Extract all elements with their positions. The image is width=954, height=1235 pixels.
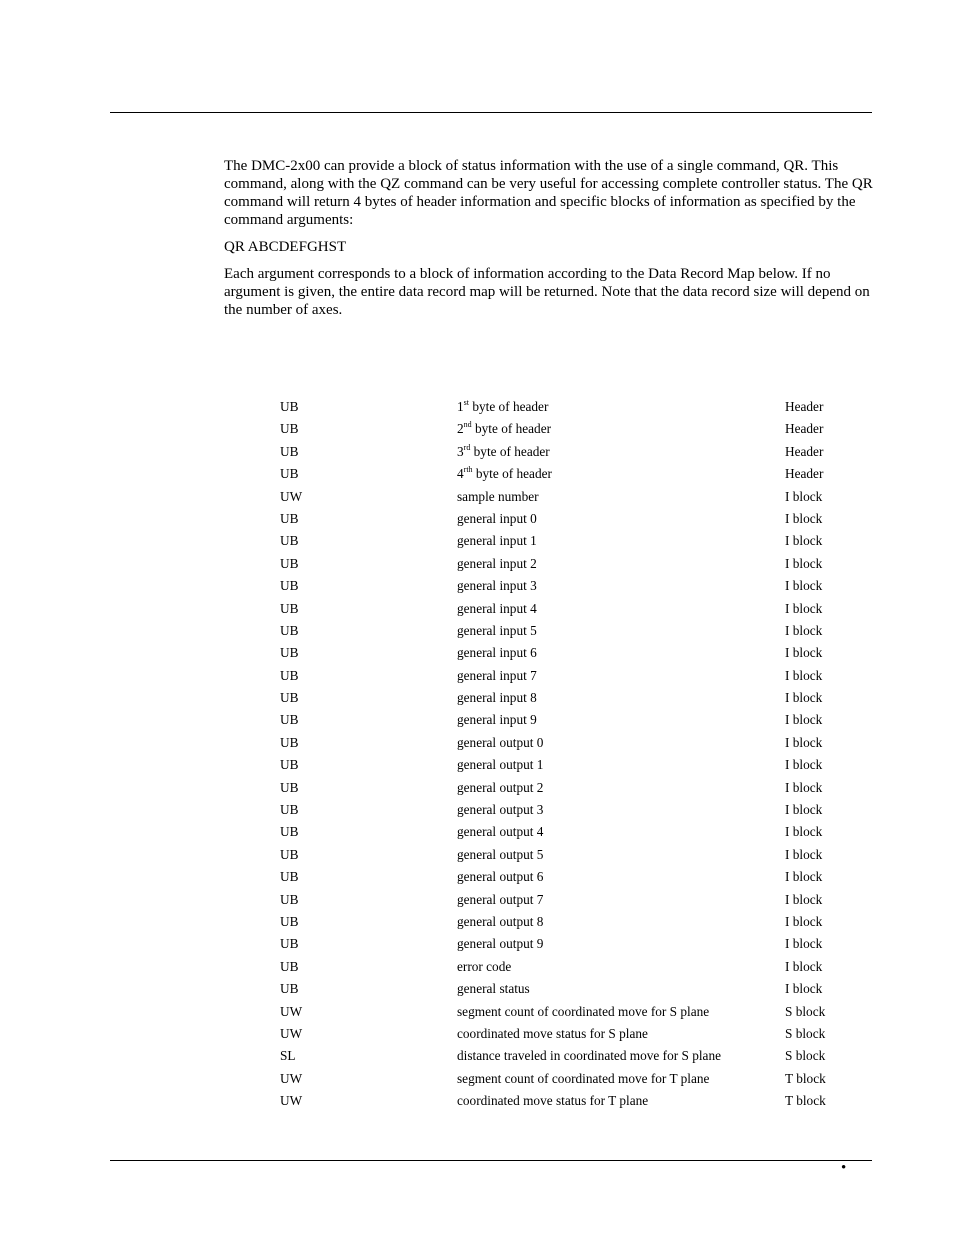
block-cell: I block bbox=[785, 600, 823, 616]
data-type-cell: UB bbox=[280, 399, 299, 414]
data-type-cell: UB bbox=[280, 913, 299, 929]
item-cell bbox=[457, 399, 548, 415]
table-row bbox=[0, 754, 954, 776]
block-cell: I block bbox=[785, 555, 823, 571]
table-row bbox=[0, 620, 954, 642]
item-ordinal-number: 4 bbox=[457, 466, 464, 482]
table-row bbox=[0, 933, 954, 955]
block-cell: Header bbox=[785, 399, 824, 414]
block-cell: I block bbox=[785, 779, 823, 795]
table-row bbox=[0, 777, 954, 799]
data-type-cell: UB bbox=[280, 712, 299, 728]
data-type-cell: UB bbox=[280, 846, 299, 862]
table-row bbox=[0, 1068, 954, 1090]
block-cell: I block bbox=[785, 712, 823, 728]
table-row bbox=[0, 866, 954, 888]
data-type-cell: UB bbox=[280, 981, 299, 997]
intro-paragraph: The DMC-2x00 can provide a block of status information with the use of a single command, QR. This command, along with the QZ command can be very useful for accessing complete controller status. The QR command will return 4 bytes of header information and specific blocks of information as specified by the command arguments: bbox=[224, 158, 873, 228]
item-cell bbox=[457, 421, 551, 437]
data-type-cell: UB bbox=[280, 891, 299, 907]
data-type-cell: UW bbox=[280, 1025, 303, 1041]
table-row bbox=[0, 575, 954, 597]
footer-rule bbox=[110, 1160, 872, 1161]
command-example: QR ABCDEFGHST bbox=[224, 239, 347, 255]
item-text: byte of header bbox=[470, 443, 550, 459]
block-cell: I block bbox=[785, 802, 823, 818]
item-cell: general output 8 bbox=[457, 913, 544, 929]
item-cell: distance traveled in coordinated move for S plane bbox=[457, 1048, 721, 1064]
footer-bullet: • bbox=[841, 1160, 847, 1176]
table-row bbox=[0, 418, 954, 440]
data-type-cell: UB bbox=[280, 421, 299, 437]
table-row bbox=[0, 1023, 954, 1045]
item-ordinal-suffix: st bbox=[463, 398, 469, 407]
table-row bbox=[0, 441, 954, 463]
item-cell: general output 0 bbox=[457, 734, 544, 750]
block-cell: I block bbox=[785, 757, 823, 773]
block-cell: I block bbox=[785, 936, 823, 952]
item-ordinal-suffix: rd bbox=[463, 442, 471, 452]
table-row bbox=[0, 665, 954, 687]
table-row bbox=[0, 687, 954, 709]
block-cell: S block bbox=[785, 1003, 826, 1019]
data-type-cell: UB bbox=[280, 734, 299, 750]
block-cell: I block bbox=[785, 891, 823, 907]
data-type-cell: UB bbox=[280, 667, 299, 683]
block-cell: I block bbox=[785, 622, 823, 638]
block-cell: I block bbox=[785, 846, 823, 862]
data-type-cell: SL bbox=[280, 1048, 296, 1064]
block-cell: I block bbox=[785, 488, 823, 504]
table-row bbox=[0, 530, 954, 552]
item-ordinal-number: 2 bbox=[457, 421, 464, 437]
data-type-cell: UB bbox=[280, 510, 299, 526]
block-cell: I block bbox=[785, 533, 823, 549]
table-row bbox=[0, 799, 954, 821]
table-row bbox=[0, 396, 954, 418]
data-type-cell: UW bbox=[280, 1093, 303, 1109]
table-row bbox=[0, 1001, 954, 1023]
data-type-cell: UB bbox=[280, 622, 299, 638]
block-cell: Header bbox=[785, 443, 824, 459]
item-cell: coordinated move status for T plane bbox=[457, 1093, 649, 1109]
item-cell: general input 4 bbox=[457, 600, 537, 616]
item-cell: general input 7 bbox=[457, 667, 537, 683]
item-cell: coordinated move status for S plane bbox=[457, 1025, 648, 1041]
table-row bbox=[0, 553, 954, 575]
item-cell: general input 9 bbox=[457, 712, 537, 728]
item-cell: error code bbox=[457, 958, 512, 974]
item-cell: general output 3 bbox=[457, 802, 544, 818]
item-cell: general output 2 bbox=[457, 779, 544, 795]
item-cell: segment count of coordinated move for T plane bbox=[457, 1070, 710, 1086]
item-cell: general output 7 bbox=[457, 891, 544, 907]
data-type-cell: UB bbox=[280, 690, 299, 706]
item-ordinal-number: 1 bbox=[457, 399, 464, 414]
table-row bbox=[0, 508, 954, 530]
item-cell: sample number bbox=[457, 488, 539, 504]
item-text: byte of header bbox=[471, 421, 552, 437]
data-type-cell: UB bbox=[280, 555, 299, 571]
item-text: byte of header bbox=[469, 399, 549, 414]
data-type-cell: UB bbox=[280, 533, 299, 549]
table-row bbox=[0, 978, 954, 1000]
item-cell: general input 2 bbox=[457, 555, 537, 571]
data-type-cell: UB bbox=[280, 645, 299, 661]
block-cell: I block bbox=[785, 734, 823, 750]
item-cell: general input 3 bbox=[457, 578, 537, 594]
table-row bbox=[0, 844, 954, 866]
item-cell: general input 0 bbox=[457, 510, 537, 526]
item-cell bbox=[457, 444, 550, 460]
data-type-cell: UW bbox=[280, 1003, 303, 1019]
table-row bbox=[0, 956, 954, 978]
table-row bbox=[0, 642, 954, 664]
block-cell: I block bbox=[785, 824, 823, 840]
table-row bbox=[0, 463, 954, 485]
block-cell: S block bbox=[785, 1048, 826, 1064]
block-cell: I block bbox=[785, 913, 823, 929]
block-cell: I block bbox=[785, 510, 823, 526]
block-cell: S block bbox=[785, 1025, 826, 1041]
table-row bbox=[0, 598, 954, 620]
item-ordinal-suffix: nd bbox=[463, 420, 472, 430]
data-type-cell: UB bbox=[280, 869, 299, 885]
data-type-cell: UB bbox=[280, 466, 299, 482]
item-cell: segment count of coordinated move for S plane bbox=[457, 1003, 710, 1019]
item-ordinal-number: 3 bbox=[457, 443, 464, 459]
item-cell: general input 1 bbox=[457, 533, 537, 549]
block-cell: I block bbox=[785, 645, 823, 661]
block-cell: I block bbox=[785, 958, 823, 974]
data-type-cell: UB bbox=[280, 779, 299, 795]
item-cell: general status bbox=[457, 981, 530, 997]
table-row bbox=[0, 1090, 954, 1112]
block-cell: I block bbox=[785, 869, 823, 885]
data-type-cell: UB bbox=[280, 802, 299, 818]
header-rule bbox=[110, 112, 872, 113]
item-cell: general output 5 bbox=[457, 846, 544, 862]
item-cell: general output 4 bbox=[457, 824, 544, 840]
item-cell: general output 9 bbox=[457, 936, 544, 952]
block-cell: Header bbox=[785, 421, 824, 437]
data-record-map-table bbox=[0, 396, 954, 1113]
block-cell: I block bbox=[785, 690, 823, 706]
block-cell: I block bbox=[785, 578, 823, 594]
item-cell: general input 8 bbox=[457, 690, 537, 706]
table-row bbox=[0, 709, 954, 731]
data-type-cell: UB bbox=[280, 443, 299, 459]
block-cell: T block bbox=[785, 1070, 826, 1086]
intro-note-paragraph: Each argument corresponds to a block of information according to the Data Record Map below. If no argument is given, the entire data record map will be returned. Note that the data record size will depend on the number of axes. bbox=[224, 266, 870, 318]
data-type-cell: UB bbox=[280, 600, 299, 616]
table-row bbox=[0, 911, 954, 933]
data-type-cell: UB bbox=[280, 824, 299, 840]
item-cell: general output 1 bbox=[457, 757, 544, 773]
table-row bbox=[0, 821, 954, 843]
block-cell: I block bbox=[785, 667, 823, 683]
table-row bbox=[0, 1045, 954, 1067]
item-cell bbox=[457, 466, 552, 482]
item-cell: general input 6 bbox=[457, 645, 537, 661]
table-row bbox=[0, 889, 954, 911]
item-text: byte of header bbox=[472, 466, 552, 482]
data-type-cell: UB bbox=[280, 936, 299, 952]
table-row bbox=[0, 732, 954, 754]
intro-section bbox=[224, 157, 874, 319]
item-cell: general output 6 bbox=[457, 869, 544, 885]
data-type-cell: UB bbox=[280, 958, 299, 974]
item-ordinal-suffix: rth bbox=[463, 465, 473, 475]
block-cell: I block bbox=[785, 981, 823, 997]
table-row bbox=[0, 486, 954, 508]
data-type-cell: UW bbox=[280, 1070, 303, 1086]
block-cell: T block bbox=[785, 1093, 826, 1109]
item-cell: general input 5 bbox=[457, 622, 537, 638]
data-type-cell: UW bbox=[280, 488, 303, 504]
block-cell: Header bbox=[785, 466, 824, 482]
data-type-cell: UB bbox=[280, 578, 299, 594]
data-type-cell: UB bbox=[280, 757, 299, 773]
